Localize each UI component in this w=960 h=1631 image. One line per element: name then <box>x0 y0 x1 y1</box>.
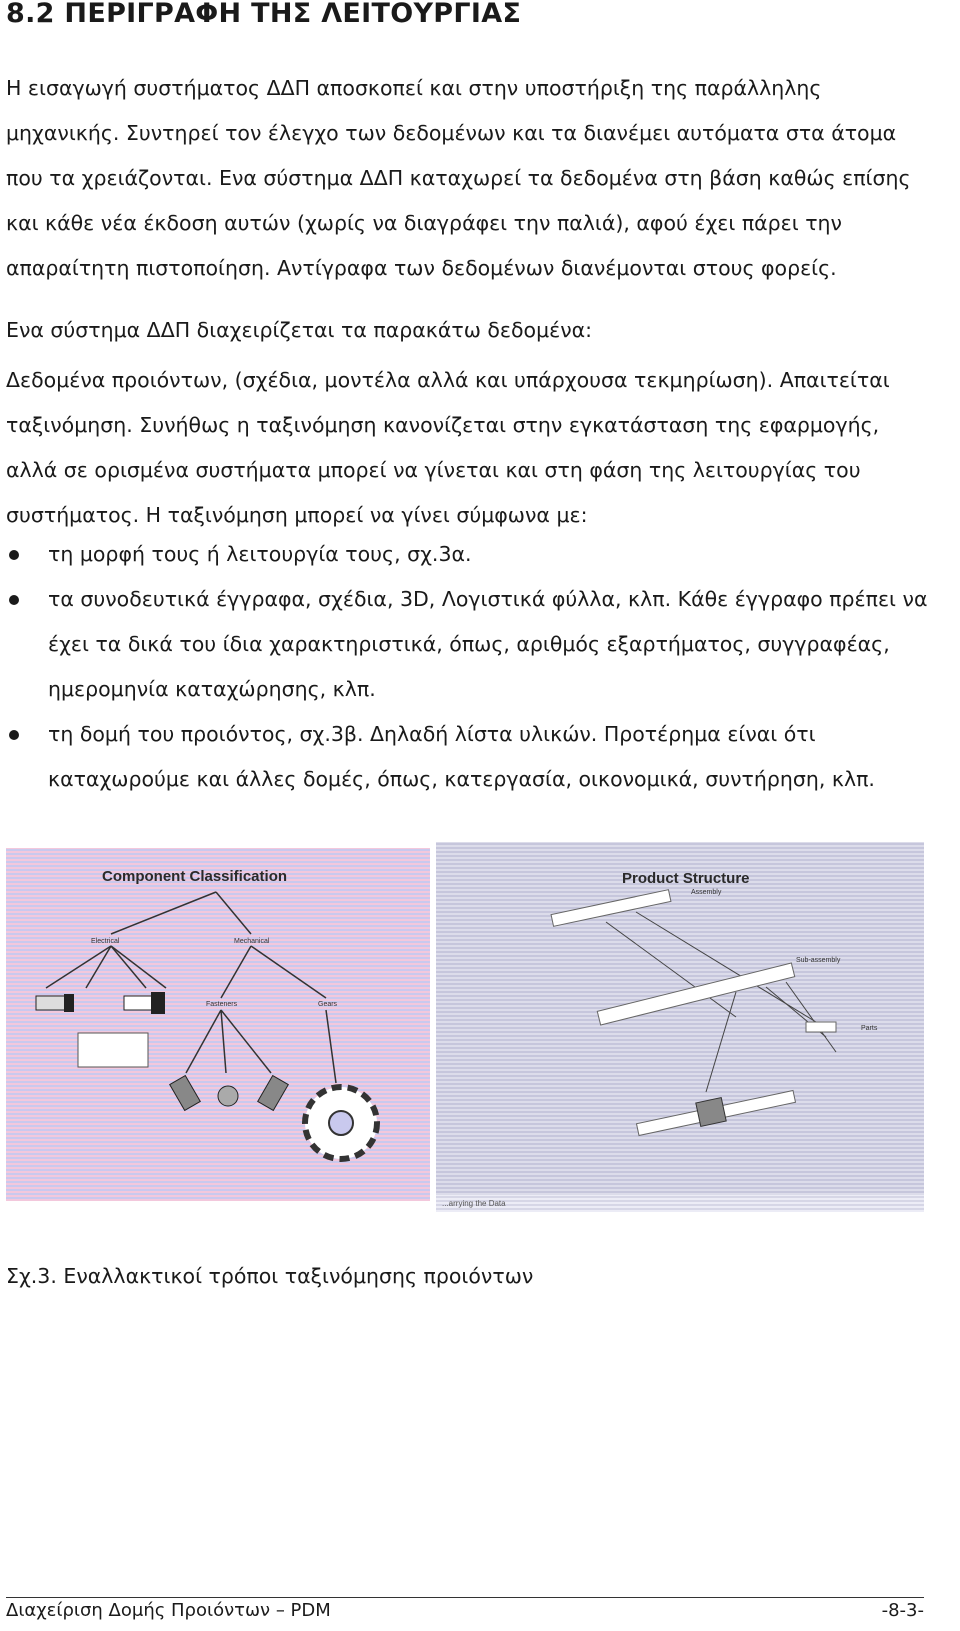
bullet-dot-icon <box>9 550 19 560</box>
component-classification-figure <box>6 848 430 1201</box>
figure-left-title: Component Classification <box>102 868 288 885</box>
connector-icon <box>36 994 74 1012</box>
bullet-item <box>6 532 936 577</box>
bullet-text: τα συνοδευτικά έγγραφα, σχέδια, 3D, Λογιστικά φύλλα, κλπ. Κάθε έγγραφο πρέπει να έχει τα δικά του ίδια χαρακτηριστικά, όπως, αριθμός εξαρτήματος, συγγραφέας, ημερομηνία καταχώρησης, κλπ. <box>48 587 928 701</box>
classification-tree-diagram <box>6 848 430 1201</box>
node-label: Fasteners <box>206 1001 238 1008</box>
bullet-item <box>6 712 936 802</box>
subassembly-shaft-icon <box>597 963 794 1025</box>
connector-icon <box>124 992 165 1014</box>
footer-divider <box>6 1597 924 1598</box>
figure-caption: Σχ.3. Εναλλακτικοί τρόποι ταξινόμησης προιόντων <box>6 1264 534 1288</box>
section-heading: 8.2 ΠΕΡΙΓΡΑΦΗ ΤΗΣ ΛΕΙΤΟΥΡΓΙΑΣ <box>6 0 522 29</box>
bullet-text: τη μορφή τους ή λειτουργία τους, σχ.3α. <box>48 542 472 566</box>
node-label: Electrical <box>91 938 120 945</box>
figure-right-bottom-caption: ...arrying the Data <box>442 1199 506 1208</box>
bullet-dot-icon <box>9 730 19 740</box>
footer-title: Διαχείριση Δομής Προιόντων – PDM <box>6 1600 331 1621</box>
intro-paragraph: Η εισαγωγή συστήματος ΔΔΠ αποσκοπεί και στην υποστήριξη της παράλληλης μηχανικής. Συντηρεί τον έλεγχο των δεδομένων και τα διανέμει αυτόματα στα άτομα που τα χρειάζονται. Ενα σύστημα ΔΔΠ καταχωρεί τα δεδομένα στη βάση καθώς επίσης και κάθε νέα έκδοση αυτών (χωρίς να διαγράφει την παλιά), αφού έχει πάρει την απαραίτητη πιστοποίηση. Αντίγραφα των δεδομένων διανέμονται στους φορείς. <box>6 76 911 280</box>
screw-icon <box>170 1076 201 1111</box>
page-number: -8-3- <box>881 1600 924 1621</box>
assembly-label: Assembly <box>691 889 722 896</box>
product-data-paragraph-block <box>6 358 936 538</box>
node-label: Mechanical <box>234 938 270 945</box>
gear-icon <box>305 1087 377 1159</box>
part-icon <box>806 1022 836 1032</box>
product-structure-figure <box>436 842 924 1212</box>
data-list-intro: Ενα σύστημα ΔΔΠ διαχειρίζεται τα παρακάτω δεδομένα: <box>6 318 593 342</box>
product-data-paragraph: Δεδομένα προιόντων, (σχέδια, μοντέλα αλλά και υπάρχουσα τεκμηρίωση). Απαιτείται ταξινόμηση. Συνήθως η ταξινόμηση κανονίζεται στην εγκατάσταση της εφαρμογής, αλλά σε ορισμένα συστήματα μπορεί να γίνεται και στη φάση της λειτουργίας του συστήματος. Η ταξινόμηση μπορεί να γίνει σύμφωνα με: <box>6 368 890 527</box>
gear-shaft-icon <box>637 1090 796 1135</box>
nut-icon <box>218 1086 238 1106</box>
bullet-dot-icon <box>9 595 19 605</box>
bolt-icon <box>258 1076 289 1111</box>
parts-label: Parts <box>861 1025 878 1032</box>
node-label: Gears <box>318 1001 338 1008</box>
product-structure-diagram <box>436 842 924 1212</box>
bullet-item <box>6 577 936 712</box>
intro-paragraph-block <box>6 66 936 291</box>
assembly-shaft-icon <box>551 890 671 927</box>
classification-bullet-list <box>6 532 936 802</box>
figure-right-title: Product Structure <box>622 870 750 887</box>
subassembly-label: Sub-assembly <box>796 957 841 964</box>
bullet-text: τη δομή του προιόντος, σχ.3β. Δηλαδή λίστα υλικών. Προτέρημα είναι ότι καταχωρούμε και άλλες δομές, όπως, κατεργασία, οικονομικά, συντήρηση, κλπ. <box>48 722 875 791</box>
placeholder-box <box>78 1033 148 1067</box>
data-list-intro-block <box>6 308 936 353</box>
